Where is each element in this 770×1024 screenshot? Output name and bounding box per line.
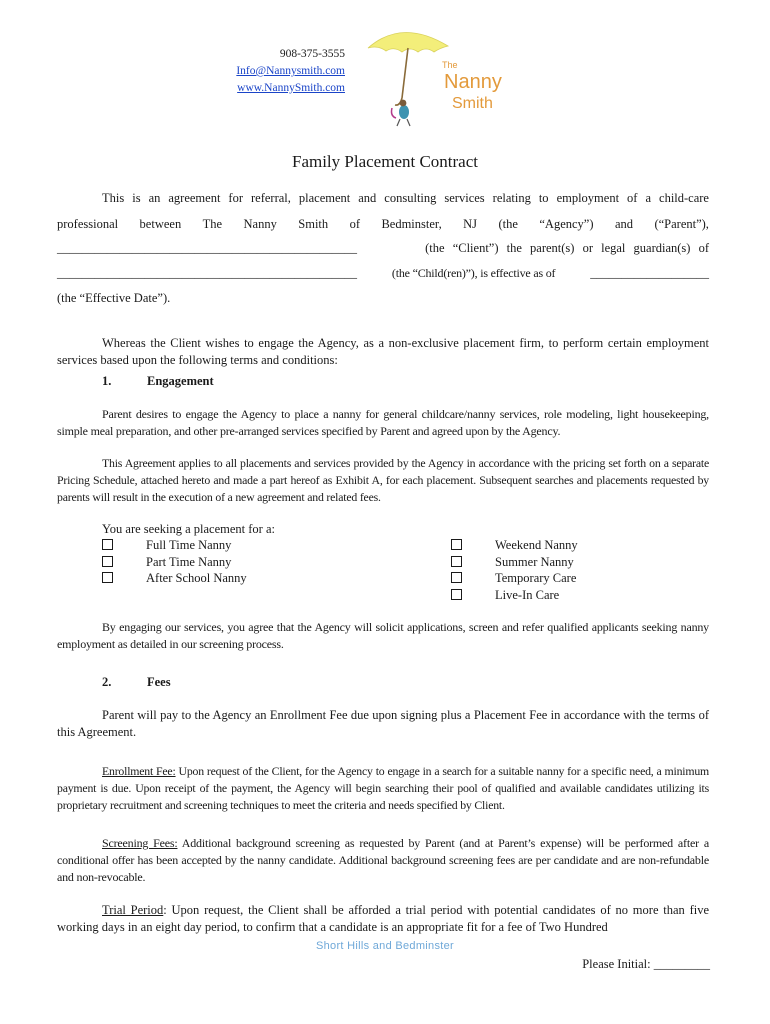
section-2-heading: Fees bbox=[147, 675, 171, 689]
engagement-paragraph-3: By engaging our services, you agree that the Agency will solicit applications, screen and refer qualified applicants seeking nanny employment as detailed in our screening process. bbox=[57, 620, 709, 651]
intro-line-2: professional between The Nanny Smith of Bedminster, NJ (the “Agency”) and (“Parent”), bbox=[57, 217, 709, 231]
checkbox[interactable] bbox=[102, 539, 113, 550]
screening-fees-paragraph: Screening Fees: Additional background screening as requested by Parent (and at Parent’s expense) will be performed after a conditional offer has been accepted by the nanny candidate. Additional background screening fees are per candidate and are non-refundable and non-revocable. bbox=[57, 836, 709, 884]
checkbox[interactable] bbox=[451, 572, 462, 583]
checkbox[interactable] bbox=[451, 539, 462, 550]
engagement-paragraph-2: This Agreement applies to all placements and services provided by the Agency in accordance with the pricing set forth on a separate Pricing Schedule, attached hereto and made a part hereof as Exhibit A, for each placement. Subsequent searches and placements requested by parents will result in the execution of a new agreement and related fees. bbox=[57, 456, 709, 504]
document-title: Family Placement Contract bbox=[291, 152, 478, 171]
svg-text:The: The bbox=[442, 60, 458, 70]
website-link[interactable]: www.NannySmith.com bbox=[237, 82, 345, 94]
nanny-smith-logo bbox=[360, 26, 520, 136]
email-link[interactable]: Info@Nannysmith.com bbox=[236, 65, 345, 77]
option-after-school-nanny[interactable]: After School Nanny bbox=[102, 570, 247, 587]
phone-number: 908-375-3555 bbox=[279, 48, 345, 60]
trial-period-paragraph: Trial Period: Upon request, the Client shall be afforded a trial period with potential candidates of no more than five working days in an eight day period, to confirm that a candidate is an appropriate fit for a fee of Two Hundred bbox=[57, 903, 710, 934]
checkbox[interactable] bbox=[451, 589, 462, 600]
section-1-heading: Engagement bbox=[147, 374, 214, 388]
option-live-in-care[interactable]: Live-In Care bbox=[451, 587, 578, 604]
section-2-number: 2. bbox=[102, 675, 112, 689]
intro-line-4: ________________________________________________ (the “Child(ren)”), is effective as of ___________________ bbox=[57, 266, 709, 280]
initial-field[interactable]: Please Initial: _________ bbox=[582, 957, 710, 971]
option-full-time-nanny[interactable]: Full Time Nanny bbox=[102, 537, 247, 554]
placement-options-left bbox=[102, 537, 247, 587]
fees-paragraph-1: Parent will pay to the Agency an Enrollment Fee due upon signing plus a Placement Fee in accordance with the terms of this Agreement. bbox=[57, 708, 709, 739]
intro-line-1: This is an agreement for referral, placement and consulting services relating to employment of a child-care bbox=[102, 191, 709, 205]
whereas-paragraph: Whereas the Client wishes to engage the Agency, as a non-exclusive placement firm, to perform certain employment services based upon the following terms and conditions: bbox=[57, 336, 709, 367]
umbrella-icon bbox=[368, 32, 448, 105]
nanny-figure-icon bbox=[392, 100, 411, 126]
option-summer-nanny[interactable]: Summer Nanny bbox=[451, 554, 578, 571]
engagement-paragraph-1: Parent desires to engage the Agency to place a nanny for general childcare/nanny services, role modeling, light housekeeping, simple meal preparation, and other pre-arranged services specified by Parent and agreed upon by the Agency. bbox=[57, 407, 709, 438]
svg-text:Smith: Smith bbox=[452, 95, 493, 112]
checkbox[interactable] bbox=[102, 572, 113, 583]
intro-line-3: ________________________________________________ (the “Client”) the parent(s) or legal guardian(s) of bbox=[57, 241, 709, 255]
intro-line-5: (the “Effective Date”). bbox=[57, 291, 171, 305]
contact-block bbox=[180, 46, 345, 97]
section-1-number: 1. bbox=[102, 374, 112, 388]
option-weekend-nanny[interactable]: Weekend Nanny bbox=[451, 537, 578, 554]
footer-location: Short Hills and Bedminster bbox=[315, 940, 455, 952]
option-part-time-nanny[interactable]: Part Time Nanny bbox=[102, 554, 247, 571]
checkbox[interactable] bbox=[451, 556, 462, 567]
svg-text:Nanny: Nanny bbox=[444, 71, 502, 93]
checkbox[interactable] bbox=[102, 556, 113, 567]
client-name-blank[interactable]: ________________________________________________ bbox=[57, 241, 357, 255]
placement-options-right bbox=[451, 537, 578, 603]
enrollment-fee-paragraph: Enrollment Fee: Upon request of the Client, for the Agency to engage in a search for a suitable nanny for a specific need, a minimum payment is due. Upon receipt of the payment, the Agency will begin searching their pool of qualified and available candidates utilizing its proprietary recruitment and screening techniques to meet the criteria and needs specified by Client. bbox=[57, 764, 709, 812]
children-name-blank[interactable]: ________________________________________________ bbox=[57, 266, 357, 280]
effective-date-blank[interactable]: ___________________ bbox=[590, 266, 709, 280]
placement-prompt: You are seeking a placement for a: bbox=[102, 522, 275, 536]
option-temporary-care[interactable]: Temporary Care bbox=[451, 570, 578, 587]
